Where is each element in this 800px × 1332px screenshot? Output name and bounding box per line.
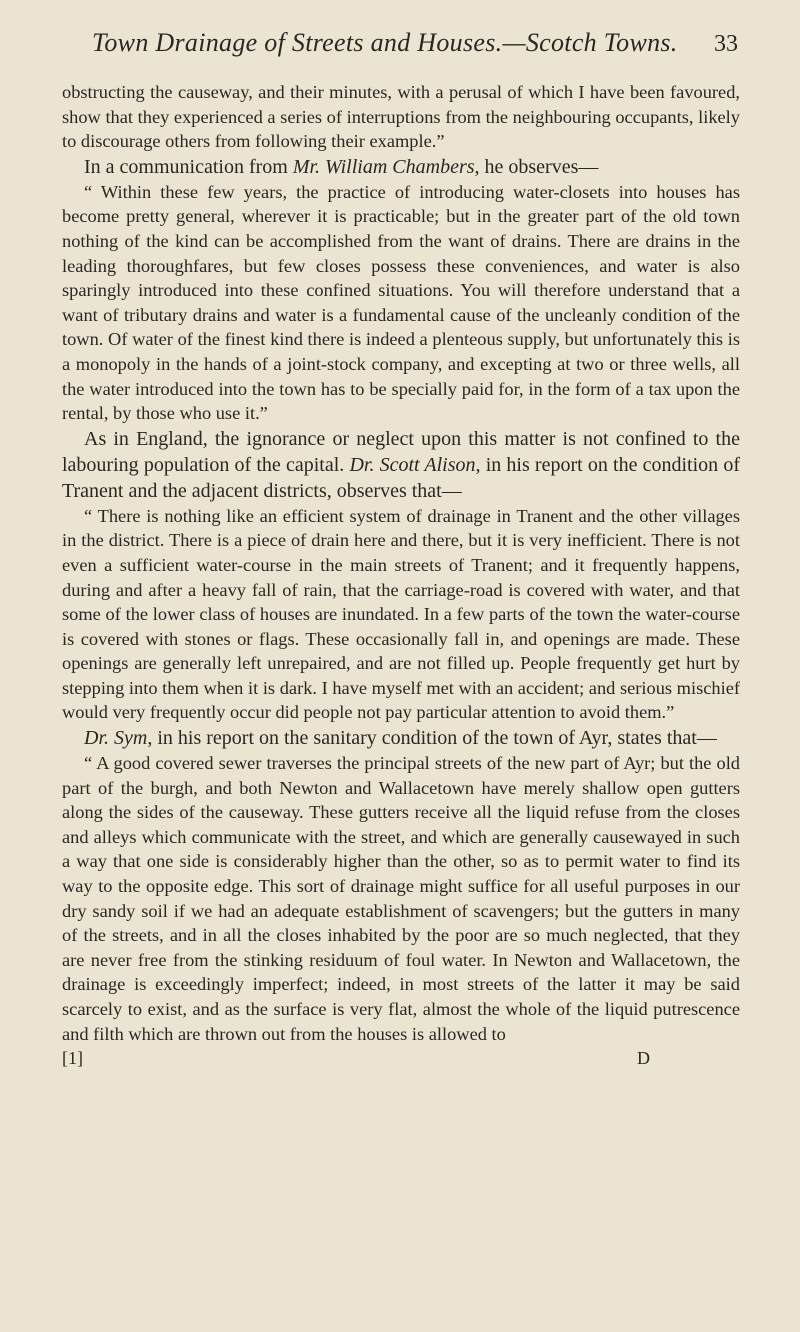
- paragraph: [62, 751, 740, 1046]
- signature-mark-right: D: [637, 1048, 650, 1069]
- text-run: , in his report on the sanitary condition of the town of Ayr, states that—: [147, 727, 717, 750]
- paragraph: [62, 426, 740, 504]
- text-run: obstructing the causeway, and their minutes, with a perusal of which I have been favoured, show that they experienced a series of interruptions from the neighbouring occupants, likely to discourage others from following their example.”: [62, 82, 740, 152]
- page-footer: [62, 1048, 740, 1069]
- paragraph: [62, 154, 740, 180]
- text-run: In a communication from: [84, 155, 293, 178]
- text-run: “ There is nothing like an efficient system of drainage in Tranent and the other villages in the district. There is a piece of drain here and there, but it is very inefficient. There is not even a sufficient water-course in the main streets of Tranent; and it frequently happens, during and after a heavy fall of rain, that the carriage-road is covered with water, and that some of the lower class of houses are inundated. In a few parts of the town the water-course is covered with stones or flags. These occasionally fall in, and openings are made. These openings are generally left unrepaired, and are not filled up. People frequently get hurt by stepping into them when it is dark. I have myself met with an accident; and serious mischief would very frequently occur did people not pay particular attention to avoid them.”: [62, 505, 740, 723]
- text-run: , in his report on the condition of Tranent and the adjacent districts, observes that—: [62, 453, 740, 502]
- running-head: [62, 28, 740, 72]
- italic-name: Dr. Sym: [84, 727, 148, 750]
- body-text: [62, 80, 740, 1046]
- text-run: “ A good covered sewer traverses the principal streets of the new part of Ayr; but the old part of the burgh, and both Newton and Wallacetown have merely shallow open gutters along the sides of the causeway. These gutters receive all the liquid refuse from the closes and alleys which communicate with the street, and which are generally causewayed in such a way that one side is considerably higher than the other, so as to permit water to find its way to the opposite edge. This sort of drainage might suffice for all useful purposes in our dry sandy soil if we had an adequate establishment of scavengers; but the gutters in many of the streets, and in all the closes inhabited by the poor are so much neglected, that they are never free from the stinking residuum of foul water. In Newton and Wallacetown, the drainage is exceedingly imperfect; indeed, in most streets of the latter it may be said scarcely to exist, and as the surface is very flat, almost the whole of the liquid putrescence and filth which are thrown out from the houses is allowed to: [62, 753, 740, 1044]
- paragraph: [62, 80, 740, 154]
- paragraph: [62, 180, 740, 426]
- page-number: 33: [714, 31, 738, 57]
- paragraph: [62, 504, 740, 725]
- running-title: Town Drainage of Streets and Houses.—Scotch Towns.: [92, 28, 678, 57]
- signature-mark-left: [1]: [62, 1048, 83, 1069]
- italic-name: Mr. William Chambers: [292, 155, 475, 178]
- italic-name: Dr. Scott Alison: [349, 453, 476, 476]
- text-run: As in England, the ignorance or neglect upon this matter is not confined to the labouring population of the capital.: [62, 427, 740, 476]
- paragraph: [62, 725, 740, 751]
- text-run: “ Within these few years, the practice of introducing water-closets into houses has become pretty general, wherever it is practicable; but in the greater part of the old town nothing of the kind can be accomplished from the want of drains. There are drains in the leading thoroughfares, but few closes possess these conveniences, and water is also sparingly introduced into these confined situations. You will therefore understand that a want of tributary drains and water is a fundamental cause of the uncleanly condition of the town. Of water of the finest kind there is indeed a plenteous supply, but unfortunately this is a monopoly in the hands of a joint-stock company, and excepting at two or three wells, all the water introduced into the town has to be specially paid for, in the form of a tax upon the rental, by those who use it.”: [62, 181, 740, 424]
- text-run: , he observes—: [474, 155, 599, 178]
